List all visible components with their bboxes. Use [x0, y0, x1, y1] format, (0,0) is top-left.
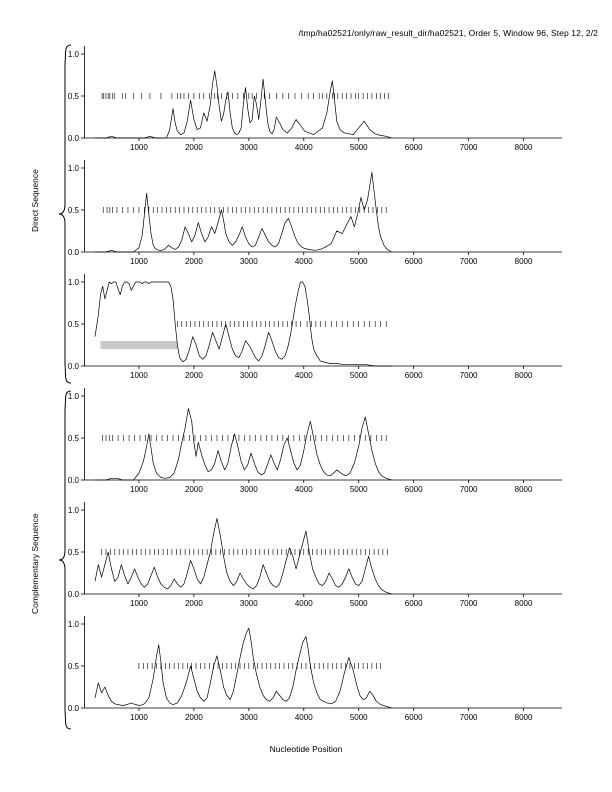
y-tick-label: 1.0	[67, 278, 79, 287]
x-tick-label: 8000	[514, 371, 533, 380]
x-tick-label: 8000	[514, 143, 533, 152]
x-tick-label: 3000	[239, 485, 258, 494]
marker-row	[103, 207, 386, 213]
x-tick-label: 1000	[130, 257, 148, 266]
plot-svg-1	[67, 44, 564, 162]
data-series-line	[95, 518, 392, 594]
x-tick-label: 3000	[239, 713, 258, 722]
x-tick-label: 4000	[294, 257, 313, 266]
y-tick-label: 1.0	[67, 392, 79, 401]
plot-svg-5	[67, 500, 564, 618]
y-tick-label: 0.5	[67, 662, 79, 671]
x-tick-label: 2000	[184, 485, 203, 494]
marker-row	[103, 435, 387, 441]
y-tick-label: 0.0	[67, 590, 79, 599]
plot-svg-6	[67, 614, 564, 732]
data-series-line	[95, 71, 392, 138]
x-tick-label: 5000	[349, 599, 368, 608]
plot-svg-2	[67, 158, 564, 276]
x-axis-label: Nucleotide Position	[269, 744, 343, 754]
x-tick-label: 6000	[404, 257, 423, 266]
plot-svg-4	[67, 386, 564, 504]
x-tick-label: 4000	[294, 485, 313, 494]
y-tick-label: 0.5	[67, 320, 79, 329]
x-tick-label: 7000	[459, 257, 478, 266]
y-tick-label: 0.5	[67, 206, 79, 215]
x-tick-label: 5000	[349, 143, 368, 152]
y-tick-label: 0.0	[67, 476, 79, 485]
figure-title: /tmp/ha02521/only/raw_result_dir/ha02521, Order 5, Window 96, Step 12, 2/2	[298, 28, 598, 38]
x-tick-label: 2000	[184, 143, 203, 152]
x-tick-label: 8000	[514, 485, 533, 494]
x-tick-label: 3000	[239, 599, 258, 608]
x-tick-label: 4000	[294, 713, 313, 722]
shaded-region-bar	[100, 341, 177, 349]
x-tick-label: 5000	[349, 371, 368, 380]
x-tick-label: 4000	[294, 143, 313, 152]
chart-panel-6	[67, 614, 564, 732]
group-label-complement-text: Complementary Sequence	[30, 513, 40, 614]
marker-row	[102, 93, 388, 99]
x-tick-label: 7000	[459, 485, 478, 494]
marker-row	[102, 549, 388, 555]
y-tick-label: 0.0	[67, 704, 79, 713]
x-tick-label: 6000	[404, 485, 423, 494]
chart-panel-3	[67, 272, 564, 390]
y-tick-label: 0.5	[67, 92, 79, 101]
x-tick-label: 8000	[514, 599, 533, 608]
y-tick-label: 0.0	[67, 362, 79, 371]
y-tick-label: 0.0	[67, 248, 79, 257]
x-tick-label: 2000	[184, 599, 203, 608]
data-series-line	[95, 409, 392, 480]
y-tick-label: 1.0	[67, 620, 79, 629]
axis-spines	[85, 616, 563, 708]
axis-spines	[85, 160, 563, 252]
x-tick-label: 3000	[239, 371, 258, 380]
axis-spines	[85, 274, 563, 366]
x-tick-label: 6000	[404, 371, 423, 380]
x-tick-label: 1000	[130, 713, 148, 722]
x-tick-label: 4000	[294, 599, 313, 608]
x-tick-label: 8000	[514, 257, 533, 266]
group-label-direct-text: Direct Sequence	[30, 169, 40, 232]
x-tick-label: 5000	[349, 485, 368, 494]
chart-panel-2	[67, 158, 564, 276]
x-tick-label: 2000	[184, 257, 203, 266]
x-tick-label: 7000	[459, 371, 478, 380]
x-tick-label: 1000	[130, 143, 148, 152]
x-tick-label: 1000	[130, 371, 148, 380]
x-tick-label: 1000	[130, 485, 148, 494]
x-tick-label: 7000	[459, 599, 478, 608]
x-tick-label: 6000	[404, 143, 423, 152]
x-tick-label: 2000	[184, 371, 203, 380]
plot-svg-3	[67, 272, 564, 390]
data-series-line	[95, 628, 392, 708]
x-tick-label: 7000	[459, 143, 478, 152]
x-tick-label: 6000	[404, 599, 423, 608]
x-tick-label: 2000	[184, 713, 203, 722]
y-tick-label: 1.0	[67, 164, 79, 173]
axis-spines	[85, 388, 563, 480]
x-tick-label: 7000	[459, 713, 478, 722]
x-tick-label: 5000	[349, 257, 368, 266]
chart-panel-5	[67, 500, 564, 618]
y-tick-label: 0.0	[67, 134, 79, 143]
x-tick-label: 4000	[294, 371, 313, 380]
data-series-line	[95, 172, 392, 252]
x-tick-label: 1000	[130, 599, 148, 608]
x-tick-label: 3000	[239, 257, 258, 266]
chart-panel-4	[67, 386, 564, 504]
y-tick-label: 1.0	[67, 50, 79, 59]
x-tick-label: 3000	[239, 143, 258, 152]
marker-row	[177, 321, 386, 327]
marker-row	[139, 663, 381, 669]
chart-panel-1	[67, 44, 564, 162]
x-tick-label: 6000	[404, 713, 423, 722]
y-tick-label: 1.0	[67, 506, 79, 515]
x-tick-label: 5000	[349, 713, 368, 722]
y-tick-label: 0.5	[67, 434, 79, 443]
axis-spines	[85, 502, 563, 594]
y-tick-label: 0.5	[67, 548, 79, 557]
x-tick-label: 8000	[514, 713, 533, 722]
